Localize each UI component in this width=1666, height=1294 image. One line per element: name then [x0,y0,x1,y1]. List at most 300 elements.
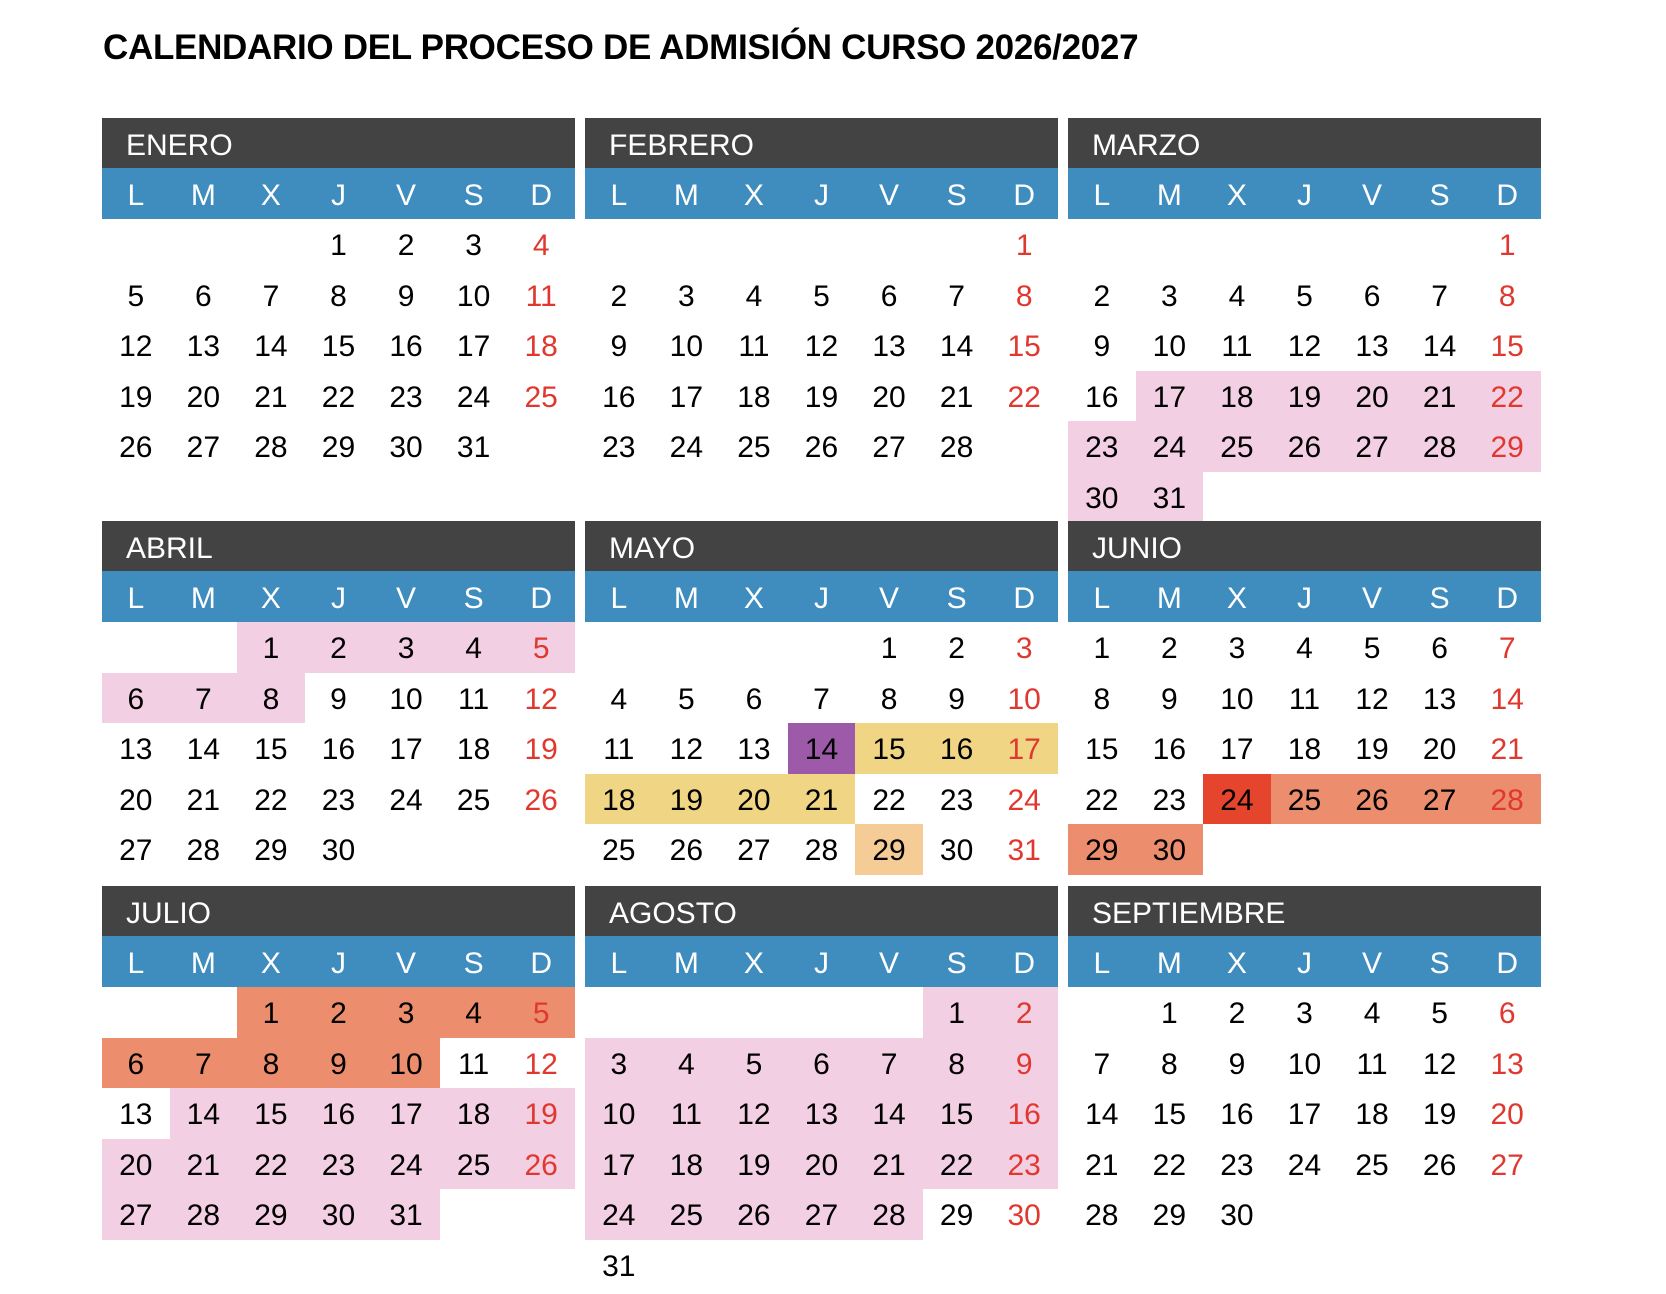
weekday-label: M [673,582,699,615]
day-cell: 3 [1296,997,1313,1030]
empty-cell [788,1240,856,1291]
empty-cell [855,987,923,1038]
day-cell: 28 [1473,774,1541,825]
day-cell: 30 [321,834,356,867]
week-row [585,421,1058,472]
empty-cell [102,987,170,1038]
weekday-label: X [743,179,764,212]
day-cell: 15 [254,733,288,766]
weekday-label: D [1013,179,1035,212]
day-cell: 24 [585,1189,653,1240]
day-cell: 9 [397,279,415,313]
weekday-label: V [879,582,900,615]
week-row [102,673,575,724]
day-cell: 2 [1093,279,1111,313]
day-cell: 2 [610,279,628,313]
day-cell: 5 [507,987,575,1038]
empty-cell [923,219,991,270]
day-cell: 28 [939,431,974,464]
day-cell: 24 [669,431,704,464]
day-cell: 1 [237,987,305,1038]
weekday-row [585,571,1058,622]
week-row [1068,774,1541,825]
weekday-label: L [610,582,628,615]
day-cell: 9 [1093,330,1111,363]
day-cell: 10 [389,682,423,716]
day-cell: 6 [102,673,170,724]
day-cell: 27 [737,834,771,867]
day-cell: 4 [532,229,550,262]
day-cell: 26 [524,783,558,817]
day-cell: 25 [1355,1148,1389,1182]
empty-cell [720,219,788,270]
week-row [1068,472,1541,523]
month-febrero [585,118,1058,472]
day-cell: 8 [237,1038,305,1089]
weekday-label: X [743,582,764,615]
day-cell: 31 [456,431,491,464]
day-cell: 1 [880,632,898,665]
weekday-label: V [1362,947,1383,980]
day-cell: 28 [170,1189,238,1240]
day-cell: 22 [254,783,288,817]
day-cell: 29 [855,824,923,875]
day-cell: 7 [948,279,965,313]
day-cell: 14 [788,723,856,774]
day-cell: 22 [1473,371,1541,422]
day-cell: 13 [788,1088,856,1139]
day-cell: 23 [990,1139,1058,1190]
month-header: SEPTIEMBRE [1068,886,1541,936]
day-cell: 12 [669,733,704,766]
day-cell: 7 [262,279,280,313]
day-cell: 10 [669,330,704,363]
day-cell: 14 [170,1088,238,1139]
day-cell: 20 [102,1139,170,1190]
day-cell: 17 [1136,371,1204,422]
weekday-row [102,168,575,219]
day-cell: 29 [1473,421,1541,472]
empty-cell [720,1240,788,1291]
weekday-label: S [1429,947,1450,980]
day-cell: 2 [305,987,373,1038]
day-cell: 6 [1498,997,1516,1030]
day-cell: 6 [880,279,898,313]
week-row [102,824,575,875]
day-cell: 12 [524,682,558,716]
day-cell: 22 [872,783,906,817]
day-cell: 31 [1007,834,1041,867]
day-cell: 7 [1498,632,1516,665]
day-cell: 24 [1136,421,1204,472]
day-cell: 19 [804,380,839,414]
weekday-row [585,936,1058,987]
empty-cell [1203,219,1271,270]
day-cell: 22 [923,1139,991,1190]
day-cell: 30 [389,431,423,464]
weekday-label: J [1296,582,1312,615]
week-row [1068,1139,1541,1190]
week-row [1068,219,1541,270]
day-cell: 26 [669,834,704,867]
day-cell: 9 [990,1038,1058,1089]
day-cell: 25 [524,380,558,414]
day-cell: 20 [119,783,153,817]
day-cell: 28 [254,431,288,464]
week-row [585,371,1058,422]
day-cell: 25 [1271,774,1339,825]
empty-cell [1271,472,1339,523]
empty-cell [923,1240,991,1291]
empty-cell [440,824,508,875]
day-cell: 20 [1422,733,1457,766]
day-cell: 8 [880,682,898,716]
empty-cell [1338,472,1406,523]
day-cell: 6 [1363,279,1381,313]
empty-cell [507,421,575,472]
day-cell: 13 [1355,330,1389,363]
day-cell: 4 [1363,997,1381,1030]
day-cell: 12 [1355,682,1389,716]
day-cell: 9 [1228,1047,1246,1081]
month-marzo [1068,118,1541,522]
month-mayo [585,521,1058,875]
weekday-label: L [127,179,145,212]
week-row [102,1038,575,1089]
weekday-label: X [260,947,281,980]
empty-cell [720,622,788,673]
day-cell: 3 [585,1038,653,1089]
weekday-label: D [530,947,552,980]
month-header: MAYO [585,521,1058,571]
week-row [1068,673,1541,724]
day-cell: 12 [1287,330,1322,363]
day-cell: 4 [1228,279,1246,313]
day-cell: 22 [1085,783,1119,817]
day-cell: 25 [602,834,636,867]
day-cell: 14 [1422,330,1457,363]
day-cell: 16 [1220,1098,1254,1131]
day-cell: 21 [170,1139,238,1190]
weekday-label: X [743,947,764,980]
day-cell: 21 [1085,1148,1119,1182]
weekday-label: V [396,582,417,615]
empty-cell [1271,219,1339,270]
day-cell: 16 [923,723,991,774]
day-cell: 15 [1490,330,1524,363]
day-cell: 26 [1271,421,1339,472]
day-cell: 3 [678,279,695,313]
weekday-label: M [1156,947,1182,980]
day-cell: 22 [1152,1148,1187,1182]
weekday-label: M [673,947,699,980]
day-cell: 25 [737,431,771,464]
empty-cell [237,219,305,270]
day-cell: 2 [1228,997,1246,1030]
day-cell: 7 [855,1038,923,1089]
day-cell: 5 [678,682,695,716]
day-cell: 20 [720,774,788,825]
day-cell: 26 [507,1139,575,1190]
day-cell: 28 [1085,1199,1119,1232]
empty-cell [1136,219,1204,270]
day-cell: 18 [585,774,653,825]
empty-cell [788,219,856,270]
day-cell: 6 [195,279,212,313]
week-row [585,723,1058,774]
week-row [585,673,1058,724]
day-cell: 30 [939,834,974,867]
day-cell: 5 [1363,632,1381,665]
day-cell: 4 [653,1038,721,1089]
empty-cell [1271,1189,1339,1240]
empty-cell [1338,219,1406,270]
week-row [585,320,1058,371]
day-cell: 12 [804,330,839,363]
day-cell: 29 [1068,824,1136,875]
weekday-label: D [1013,582,1035,615]
day-cell: 28 [186,834,221,867]
weekday-row [1068,168,1541,219]
empty-cell [440,1189,508,1240]
week-row [1068,371,1541,422]
weekday-label: X [260,582,281,615]
day-cell: 13 [737,733,771,766]
day-cell: 27 [186,431,221,464]
day-cell: 22 [237,1139,305,1190]
week-row [1068,270,1541,321]
day-cell: 18 [1355,1098,1389,1131]
weekday-label: V [1362,179,1383,212]
weekday-label: S [946,947,967,980]
day-cell: 3 [465,229,482,262]
day-cell: 3 [1015,632,1033,665]
empty-cell [170,987,238,1038]
day-cell: 26 [1338,774,1406,825]
day-cell: 7 [1431,279,1448,313]
day-cell: 25 [653,1189,721,1240]
day-cell: 23 [389,380,423,414]
empty-cell [1406,1189,1474,1240]
weekday-label: X [1226,179,1247,212]
day-cell: 2 [948,632,965,665]
empty-cell [1068,219,1136,270]
day-cell: 28 [855,1189,923,1240]
weekday-label: D [1496,179,1518,212]
empty-cell [585,622,653,673]
day-cell: 19 [1271,371,1339,422]
day-cell: 21 [1406,371,1474,422]
month-enero [102,118,575,472]
weekday-label: S [946,179,967,212]
day-cell: 6 [788,1038,856,1089]
day-cell: 9 [305,1038,373,1089]
empty-cell [1203,824,1271,875]
day-cell: 18 [456,733,491,766]
empty-cell [1473,1189,1541,1240]
weekday-label: V [879,179,900,212]
day-cell: 23 [305,1139,373,1190]
weekday-label: J [813,179,829,212]
week-row [102,723,575,774]
day-cell: 7 [1093,1047,1111,1081]
weekday-label: X [1226,947,1247,980]
empty-cell [1473,472,1541,523]
weekday-label: V [396,947,417,980]
week-row [585,270,1058,321]
day-cell: 11 [1356,1047,1388,1081]
weekday-label: J [813,582,829,615]
week-row [102,1088,575,1139]
week-row [102,622,575,673]
day-cell: 24 [1287,1148,1322,1182]
weekday-label: M [1156,582,1182,615]
day-cell: 21 [855,1139,923,1190]
empty-cell [507,824,575,875]
day-cell: 7 [170,1038,238,1089]
day-cell: 3 [372,987,440,1038]
day-cell: 29 [1152,1199,1187,1232]
day-cell: 18 [1287,733,1322,766]
day-cell: 5 [813,279,830,313]
empty-cell [102,622,170,673]
day-cell: 21 [254,380,288,414]
day-cell: 29 [321,431,356,464]
day-cell: 27 [1406,774,1474,825]
day-cell: 15 [1085,733,1119,766]
day-cell: 8 [1093,682,1111,716]
day-cell: 26 [720,1189,788,1240]
week-row [585,824,1058,875]
month-septiembre [1068,886,1541,1240]
month-header: FEBRERO [585,118,1058,168]
day-cell: 31 [1136,472,1204,523]
day-cell: 10 [1007,682,1041,716]
day-cell: 24 [389,783,423,817]
month-header: MARZO [1068,118,1541,168]
day-cell: 9 [948,682,965,716]
weekday-row [102,936,575,987]
empty-cell [653,1240,721,1291]
day-cell: 13 [119,733,153,766]
weekday-label: S [463,582,484,615]
day-cell: 25 [456,783,491,817]
day-cell: 12 [720,1088,788,1139]
day-cell: 20 [1490,1098,1524,1131]
day-cell: 11 [458,682,490,716]
week-row [585,1240,1058,1291]
day-cell: 1 [330,229,347,262]
day-cell: 30 [1220,1199,1254,1232]
week-row [1068,622,1541,673]
day-cell: 1 [1015,229,1033,262]
day-cell: 18 [440,1088,508,1139]
week-row [585,987,1058,1038]
day-cell: 17 [389,733,423,766]
day-cell: 8 [330,279,347,313]
day-cell: 10 [1220,682,1254,716]
day-cell: 12 [119,330,153,363]
day-cell: 30 [1007,1199,1041,1232]
day-cell: 4 [440,987,508,1038]
weekday-label: X [1226,582,1247,615]
day-cell: 11 [1221,330,1253,363]
weekday-label: L [1093,947,1111,980]
empty-cell [1203,472,1271,523]
day-cell: 29 [237,1189,305,1240]
weekday-label: V [879,947,900,980]
day-cell: 3 [1228,632,1246,665]
empty-cell [720,987,788,1038]
day-cell: 17 [585,1139,653,1190]
empty-cell [1406,824,1474,875]
day-cell: 28 [804,834,839,867]
empty-cell [788,987,856,1038]
week-row [585,622,1058,673]
day-cell: 3 [1161,279,1178,313]
day-cell: 2 [1161,632,1178,665]
day-cell: 12 [524,1047,558,1081]
day-cell: 3 [372,622,440,673]
week-row [102,270,575,321]
weekday-label: S [946,582,967,615]
day-cell: 9 [330,682,347,716]
month-junio [1068,521,1541,875]
month-abril [102,521,575,875]
weekday-label: M [190,179,216,212]
day-cell: 8 [237,673,305,724]
day-cell: 16 [389,330,423,363]
month-header: ABRIL [102,521,575,571]
weekday-row [1068,571,1541,622]
empty-cell [653,987,721,1038]
day-cell: 19 [653,774,721,825]
day-cell: 16 [990,1088,1058,1139]
week-row [102,320,575,371]
day-cell: 30 [1068,472,1136,523]
empty-cell [1406,472,1474,523]
day-cell: 22 [321,380,356,414]
day-cell: 23 [1068,421,1136,472]
day-cell: 9 [610,330,628,363]
day-cell: 16 [1085,380,1119,414]
day-cell: 19 [524,733,558,766]
weekday-label: L [1093,179,1111,212]
empty-cell [990,1240,1058,1291]
day-cell: 1 [1093,632,1111,665]
day-cell: 29 [939,1199,974,1232]
day-cell: 27 [102,1189,170,1240]
week-row [102,421,575,472]
day-cell: 8 [1161,1047,1178,1081]
day-cell: 29 [254,834,288,867]
weekday-label: S [1429,179,1450,212]
weekday-label: V [396,179,417,212]
week-row [1068,824,1541,875]
weekday-label: V [1362,582,1383,615]
weekday-label: D [1496,947,1518,980]
day-cell: 20 [872,380,906,414]
empty-cell [585,219,653,270]
day-cell: 1 [1498,229,1516,262]
empty-cell [507,1189,575,1240]
day-cell: 26 [119,431,153,464]
week-row [585,219,1058,270]
day-cell: 10 [585,1088,653,1139]
day-cell: 15 [855,723,923,774]
day-cell: 17 [456,330,491,363]
weekday-label: M [673,179,699,212]
